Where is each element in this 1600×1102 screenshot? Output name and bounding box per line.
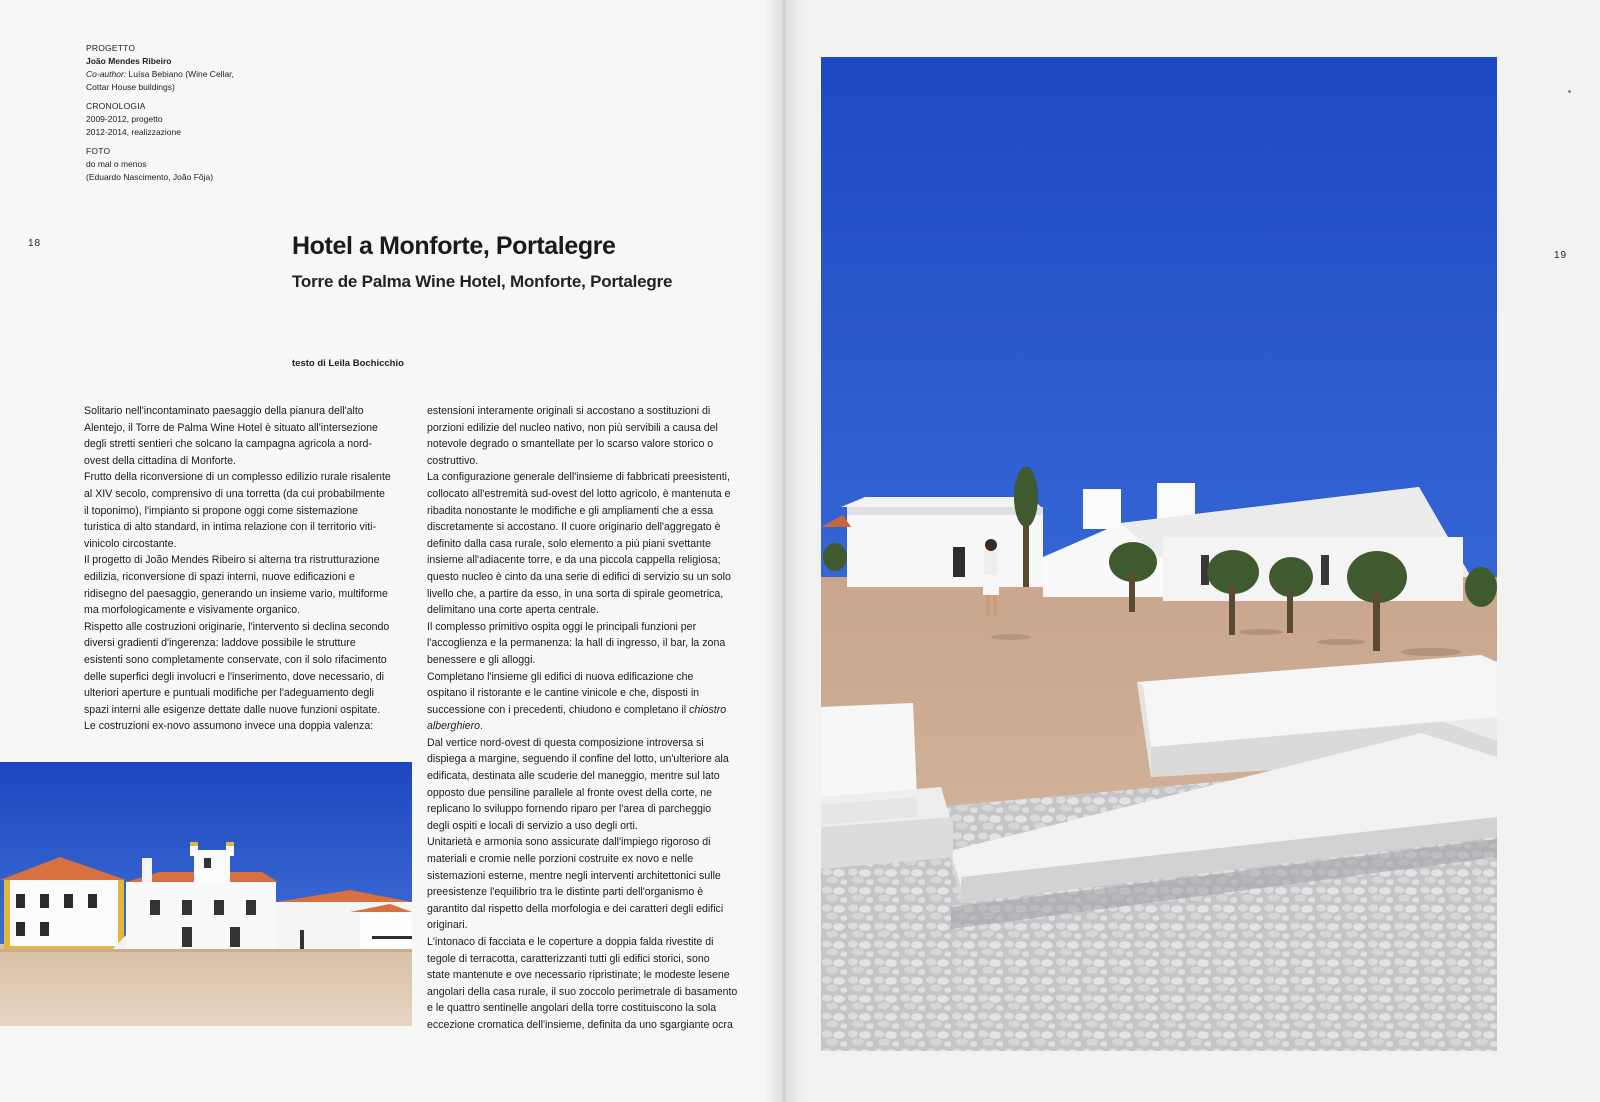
column-line: Le costruzioni ex-novo assumono invece una doppia valenza: <box>84 720 374 733</box>
column-line: spazi interni alle esigenze dettate dalle nuove funzioni ospitate. <box>84 703 381 716</box>
text-column-2-part-b <box>427 735 737 1034</box>
column-line: degli ospiti e locali di servizio a uso degli orti. <box>427 819 638 832</box>
column-line: Unitarietà e armonia sono assicurate dall'impiego rigoroso di <box>427 836 711 849</box>
credits-coauthor-label: Co-author: <box>86 69 127 79</box>
credits-coauthor-name: Luísa Bebiano (Wine Cellar, <box>126 69 234 79</box>
column-line: opposto due pensiline parallele al fronte ovest della corte, ne <box>427 786 713 799</box>
column-line: Il complesso primitivo ospita oggi le principali funzioni per <box>427 620 697 633</box>
text-column-2-part-a <box>427 403 737 702</box>
column-line: collocato all'estremità sud-ovest del lotto agricolo, è mantenuta e <box>427 487 731 500</box>
column-line: definito dalla casa rurale, solo elemento a più piani svettante <box>427 537 711 550</box>
credits-architect: João Mendes Ribeiro <box>86 56 172 66</box>
column-line: estensioni interamente originali si accostano a sostituzioni di <box>427 405 711 417</box>
article-title: Hotel a Monforte, Portalegre <box>292 232 616 260</box>
column-line: ovest della cittadina di Monforte. <box>84 454 236 467</box>
column-line: replicano lo sviluppo fornendo riparo per l'area di parcheggio <box>427 803 712 816</box>
column-line: insieme all'adiacente torre, e da una piccola cappella religiosa; <box>427 554 721 567</box>
italic-term: chiostro <box>689 703 727 716</box>
text-column-2 <box>427 403 737 1034</box>
project-credits <box>86 42 286 184</box>
column-line: Dal vertice nord-ovest di questa composizione introversa si <box>427 736 704 749</box>
column-line-text: successione con i precedenti, chiudono e completano il <box>427 703 690 716</box>
column-line: Alentejo, il Torre de Palma Wine Hotel è situato all'intersezione <box>84 421 378 434</box>
column-line: L'intonaco di facciata e le coperture a doppia falda rivestite di <box>427 936 714 948</box>
column-line: ridisegno del paesaggio, generando un insieme vario, multiforme <box>84 587 388 600</box>
column-line: il toponimo), l'impianto si propone oggi come sistemazione <box>84 504 359 517</box>
column-line: eccezione cromatica dell'insieme, definita da uno sgargiante ocra <box>427 1018 733 1031</box>
column-line: porzioni edilizie del nucleo nativo, non più servibili a causa del <box>427 421 718 434</box>
credits-coauthor-detail: Cottar House buildings) <box>86 82 175 92</box>
column-line: La configurazione generale dell'insieme di fabbricati preesistenti, <box>427 471 730 484</box>
page-mark <box>1568 90 1571 93</box>
column-line: materiali e cromie nelle porzioni costruite ex novo e nelle <box>427 853 694 866</box>
credits-chronology-heading: CRONOLOGIA <box>86 101 146 111</box>
column-line: al XIV secolo, comprensivo di una torretta (da cui probabilmente <box>84 487 385 500</box>
column-line: Rispetto alle costruzioni originarie, l'intervento si declina secondo <box>84 620 390 633</box>
column-line: state mantenute e ove necessario ripristinate; le modeste lesene <box>427 969 730 982</box>
column-line: Frutto della riconversione di un complesso edilizio rurale risalente <box>84 471 391 484</box>
column-line: costruttivo. <box>427 454 479 467</box>
spread-gutter <box>764 0 804 1102</box>
column-line <box>427 718 737 735</box>
column-line: questo nucleo è cinto da una serie di edifici di servizio su un solo <box>427 570 731 583</box>
right-page <box>784 0 1600 1102</box>
column-line: livello che, a partire da esso, in una sorta di spirale geometrica, <box>427 587 724 600</box>
column-line: ulteriori aperture e puntuali modifiche per l'adeguamento degli <box>84 687 374 700</box>
column-line: Solitario nell'incontaminato paesaggio della pianura dell'alto <box>84 405 364 417</box>
column-line: turistica di alto standard, in intima relazione con il territorio viti- <box>84 521 377 534</box>
credits-coauthor <box>86 68 286 81</box>
credits-project-heading: PROGETTO <box>86 43 136 53</box>
column-line: degli stretti sentieri che solcano la campagna agricola a nord- <box>84 438 372 451</box>
column-line: e le quattro sentinelle angolari della torre costituiscono la sola <box>427 1002 717 1015</box>
column-line: diversi gradienti d'ingerenza: laddove possibile le strutture <box>84 637 356 650</box>
photo-historic-courtyard <box>0 762 412 1026</box>
column-line: angolari della casa rurale, il suo zoccolo perimetrale di basamento <box>427 985 738 998</box>
page-number-right: 19 <box>1554 250 1568 261</box>
column-line: dispiega a margine, seguendo il confine del lotto, un'ulteriore ala <box>427 753 729 766</box>
text-column-1 <box>84 403 391 735</box>
column-line: Completano l'insieme gli edifici di nuova edificazione che <box>427 670 694 683</box>
column-line: originari. <box>427 919 468 932</box>
column-line: discretamente si accostano. Il cuore originario dell'aggregato è <box>427 521 721 534</box>
column-line: ribadita nonostante le modifiche e gli ampliamenti che a essa <box>427 504 714 517</box>
column-line: notevole degrado o smantellate per lo scarso valore storico o <box>427 438 714 451</box>
column-line: vinicolo circostante. <box>84 537 177 550</box>
column-line <box>427 702 737 719</box>
article-byline: testo di Leila Bochicchio <box>292 358 404 369</box>
photo-courtyard-bench <box>821 57 1497 1051</box>
credits-photographer: do mal o menos <box>86 159 147 169</box>
article-subtitle: Torre de Palma Wine Hotel, Monforte, Portalegre <box>292 272 673 291</box>
left-page <box>0 0 784 1102</box>
column-line: garantito dal rispetto della morfologia e dei caratteri degli edifici <box>427 902 724 915</box>
column-line: tegole di terracotta, caratterizzanti tutti gli edifici storici, sono <box>427 952 710 965</box>
column-line-text: . <box>480 720 483 733</box>
column-line: sistemazioni esterne, mentre negli interventi architettonici sulle <box>427 869 721 882</box>
page-number-left: 18 <box>28 238 42 249</box>
column-line: delimitano una corte aperta centrale. <box>427 604 599 617</box>
column-line: edilizia, riconversione di spazi interni, nuove edificazioni e <box>84 570 355 583</box>
column-line: benessere e gli alloggi. <box>427 653 536 666</box>
italic-term-cont: alberghiero <box>427 720 481 733</box>
column-line: preesistenze l'equilibrio tra le distinte parti dell'organismo è <box>427 886 704 899</box>
column-line: edificata, destinata alle scuderie del maneggio, mentre sul lato <box>427 770 720 783</box>
credits-chronology-design: 2009-2012, progetto <box>86 114 163 124</box>
column-line: ma morfologicamente e visivamente organico. <box>84 604 301 617</box>
credits-photographer-names: (Eduardo Nascimento, João Fôja) <box>86 172 214 182</box>
credits-chronology-build: 2012-2014, realizzazione <box>86 127 181 137</box>
column-line: l'accoglienza e la permanenza: la hall di ingresso, il bar, la zona <box>427 637 726 650</box>
column-line: delle superfici degli involucri e l'inserimento, dove necessario, di <box>84 670 384 683</box>
column-line: esistenti sono completamente conservate, con il solo rifacimento <box>84 653 387 666</box>
column-line: ospitano il ristorante e le cantine vinicole e che, disposti in <box>427 687 700 700</box>
credits-photo-heading: FOTO <box>86 146 111 156</box>
column-line: Il progetto di João Mendes Ribeiro si alterna tra ristrutturazione <box>84 554 380 567</box>
